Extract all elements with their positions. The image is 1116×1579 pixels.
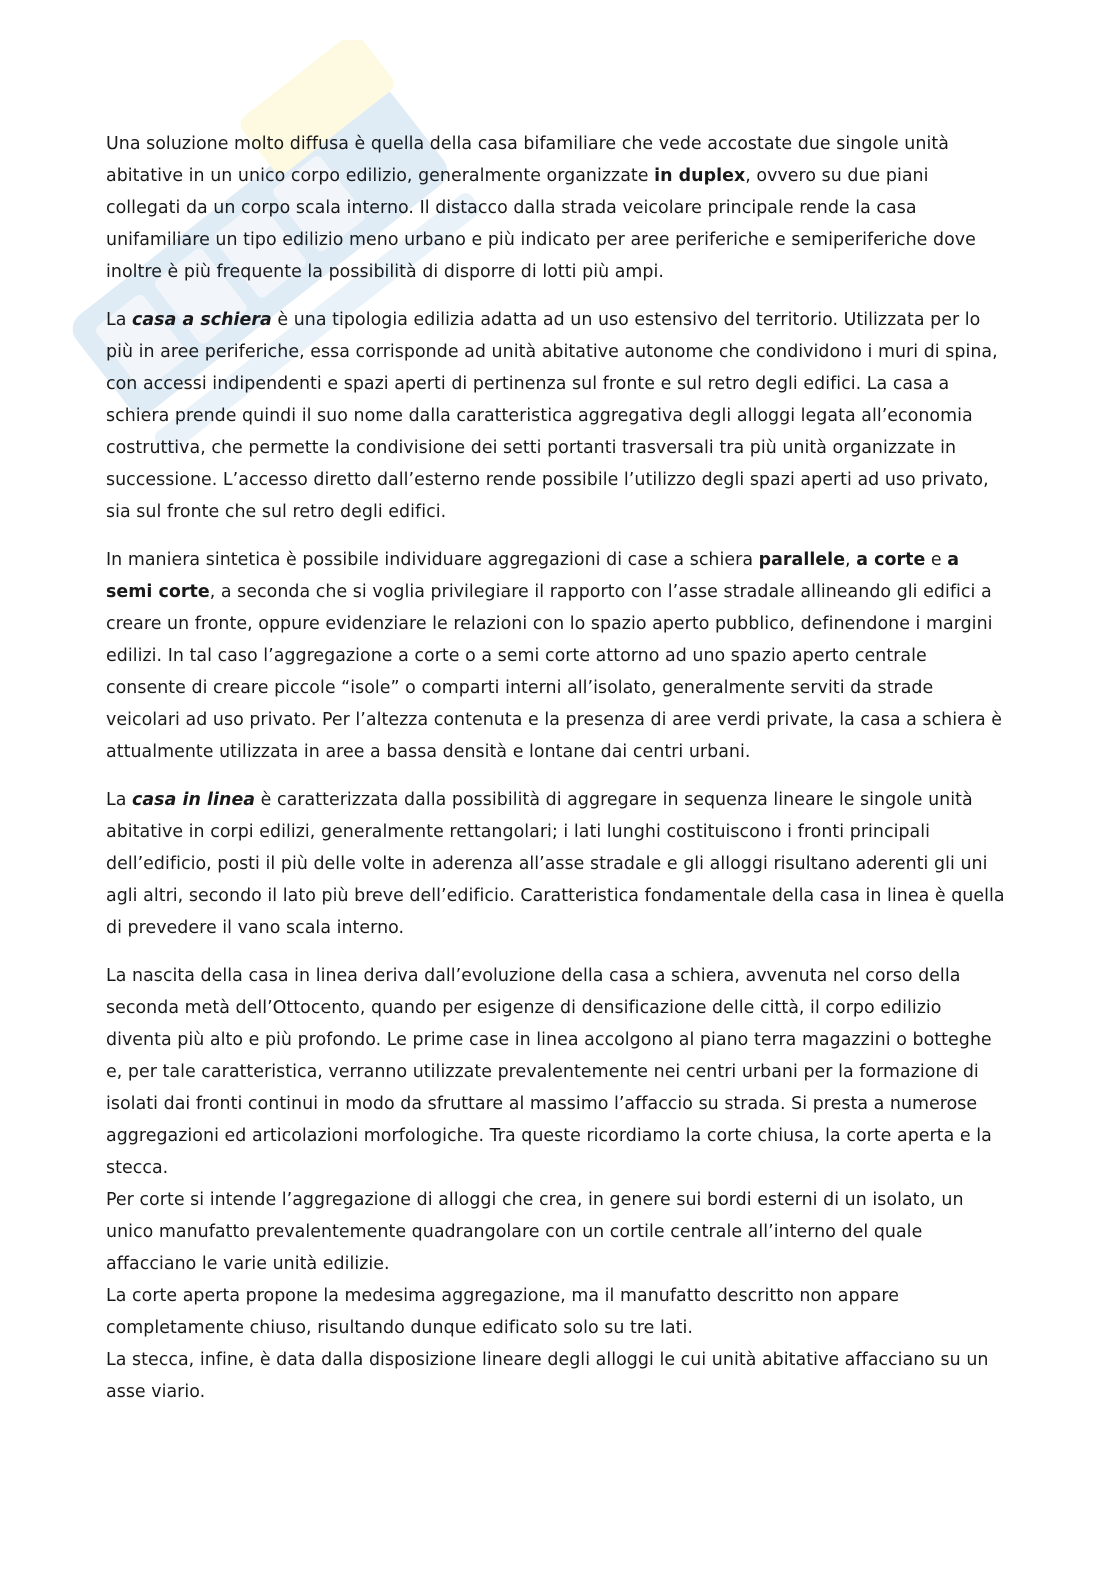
paragraph-text: , a seconda che si voglia privilegiare il rapporto con l’asse stradale allineando gli edifici a creare un fronte, oppure evidenziare le relazioni con lo spazio aperto pubblico, definendone i margini edilizi. In tal caso l’aggregazione a corte o a semi corte attorno ad uno spazio aperto centrale consente di creare piccole “isole” o comparti interni all’isolato, generalmente serviti da strade veicolari ad uso privato. Per l’altezza contenuta e la presenza di aree verdi private, la casa a schiera è attualmente utilizzata in aree a bassa densità e lontane dai centri urbani. — [106, 582, 1003, 762]
paragraph-casa-a-schiera — [106, 304, 1006, 528]
paragraph-text: , — [845, 550, 857, 570]
paragraph-text: In maniera sintetica è possibile individuare aggregazioni di case a schiera — [106, 550, 759, 570]
paragraph-text: La — [106, 310, 133, 330]
paragraph-text: è caratterizzata dalla possibilità di aggregare in sequenza lineare le singole unità abitative in corpi edilizi, generalmente rettangolari; i lati lunghi costituiscono i fronti principali dell’edificio, posti il più delle volte in aderenza all’asse stradale e gli alloggi risultano aderenti gli uni agli altri, secondo il lato più breve dell’edificio. Caratteristica fondamentale della casa in linea è quella di prevedere il vano scala interno. — [106, 790, 1005, 938]
paragraph-aggregazioni — [106, 544, 1006, 768]
paragraph-text: , ovvero su due piani collegati da un corpo scala interno. Il distacco dalla strada veicolare principale rende la casa unifamiliare un tipo edilizio meno urbano e più indicato per aree periferiche e semiperiferiche dove inoltre è più frequente la possibilità di disporre di lotti più ampi. — [106, 166, 976, 282]
bold-term-parallele: parallele — [758, 550, 846, 570]
paragraph-corte-aperta: La corte aperta propone la medesima aggregazione, ma il manufatto descritto non appare completamente chiuso, risultando dunque edificato solo su tre lati. — [106, 1286, 899, 1338]
bold-term-duplex: in duplex — [654, 166, 746, 186]
paragraph-text: Una soluzione molto diffusa è quella della casa bifamiliare che vede accostate due singole unità abitative in un unico corpo edilizio, generalmente organizzate — [106, 134, 949, 186]
paragraph-casa-in-linea — [106, 784, 1006, 944]
paragraph-stecca: La stecca, infine, è data dalla disposizione lineare degli alloggi le cui unità abitative affacciano su un asse viario. — [106, 1350, 989, 1402]
bold-term-a-semi-corte: a semi corte — [106, 550, 959, 602]
document-body — [106, 128, 1006, 1408]
bold-term-a-corte: a corte — [856, 550, 926, 570]
paragraph-text: La — [106, 790, 133, 810]
paragraph-corte: Per corte si intende l’aggregazione di alloggi che crea, in genere sui bordi esterni di un isolato, un unico manufatto prevalentemente quadrangolare con un cortile centrale all’interno del quale affacciano le varie unità edilizie. — [106, 1190, 964, 1274]
bold-italic-term-casa-in-linea: casa in linea — [132, 790, 256, 810]
paragraph-nascita-casa-in-linea: La nascita della casa in linea deriva dall’evoluzione della casa a schiera, avvenuta nel corso della seconda metà dell’Ottocento, quando per esigenze di densificazione delle città, il corpo edilizio diventa più alto e più profondo. Le prime case in linea accolgono al piano terra magazzini o botteghe e, per tale caratteristica, verranno utilizzate prevalentemente nei centri urbani per la formazione di isolati dai fronti continui in modo da sfruttare al massimo l’affaccio su strada. Si presta a numerose aggregazioni ed articolazioni morfologiche. Tra queste ricordiamo la corte chiusa, la corte aperta e la stecca. — [106, 966, 992, 1178]
paragraph-text: e — [925, 550, 948, 570]
paragraph-bifamiliare — [106, 128, 1006, 288]
bold-italic-term-casa-a-schiera: casa a schiera — [132, 310, 272, 330]
paragraph-text: è una tipologia edilizia adatta ad un uso estensivo del territorio. Utilizzata per lo più in aree periferiche, essa corrisponde ad unità abitative autonome che condividono i muri di spina, con accessi indipendenti e spazi aperti di pertinenza sul fronte e sul retro degli edifici. La casa a schiera prende quindi il suo nome dalla caratteristica aggregativa degli alloggi legata all’economia costruttiva, che permette la condivisione dei setti portanti trasversali tra più unità organizzate in successione. L’accesso diretto dall’esterno rende possibile l’utilizzo degli spazi aperti ad uso privato, sia sul fronte che sul retro degli edifici. — [106, 310, 998, 522]
